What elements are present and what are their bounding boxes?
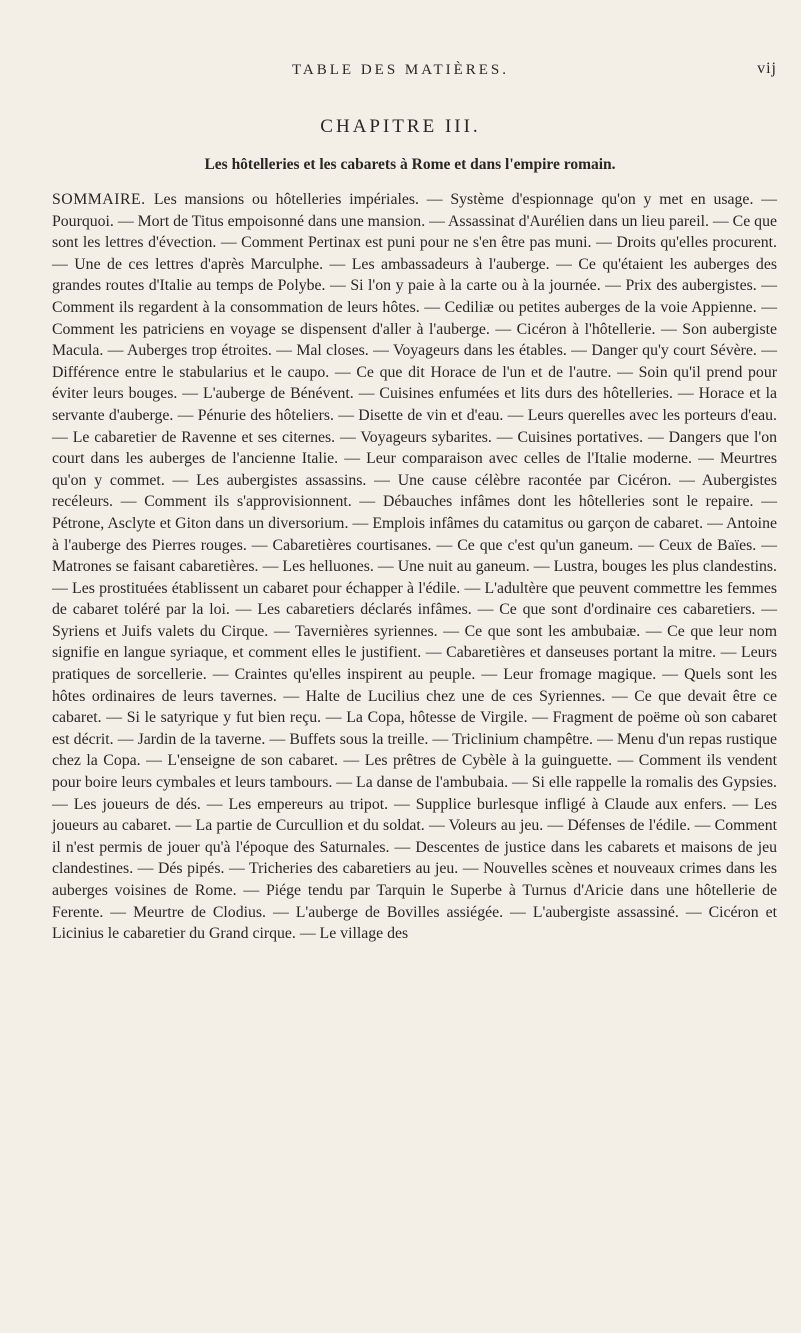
running-head: TABLE DES MATIÈRES. [291, 62, 510, 78]
page-number: vij [757, 60, 777, 77]
chapter-summary [52, 189, 777, 945]
chapter-heading: CHAPITRE III. [320, 116, 481, 137]
summary-text: Les mansions ou hôtelleries impériales. — Système d'espionnage qu'on y met en usage. — Pourquoi. — Mort de Titus empoisonné dans une mansion. — Assassinat d'Aurélien dans un lieu pareil. — Ce que sont les lettres d'évection. — Comment Pertinax est puni pour ne s'en être pas muni. — Droits qu'elles procurent. — Une de ces lettres d'après Marculphe. — Les ambassadeurs à l'auberge. — Ce qu'étaient les auberges des grandes routes d'Italie au temps de Polybe. — Si l'on y paie à la carte ou à la journée. — Prix des aubergistes. — Comment ils regardent à la consommation de leurs hôtes. — Cediliæ ou petites auberges de la voie Appienne. — Comment les patriciens en voyage se dispensent d'aller à l'auberge. — Cicéron à l'hôtellerie. — Son aubergiste Macula. — Auberges trop étroites. — Mal closes. — Voyageurs dans les étables. — Danger qu'y court Sévère. — Différence entre le stabularius et le caupo. — Ce que dit Horace de l'un et de l'autre. — Soin qu'il prend pour éviter leurs bouges. — L'auberge de Bénévent. — Cuisines enfumées et lits durs des hôtelleries. — Horace et la servante d'auberge. — Pénurie des hôteliers. — Disette de vin et d'eau. — Leurs querelles avec les porteurs d'eau. — Le cabaretier de Ravenne et ses citernes. — Voyageurs sybarites. — Cuisines portatives. — Dangers que l'on court dans les auberges de l'ancienne Italie. — Leur comparaison avec celles de l'Italie moderne. — Meurtres qu'on y commet. — Les aubergistes assassins. — Une cause célèbre racontée par Cicéron. — Aubergistes recéleurs. — Comment ils s'approvisionnent. — Débauches infâmes dont les hôtelleries sont le repaire. — Pétrone, Asclyte et Giton dans un diversorium. — Emplois infâmes du catamitus ou garçon de cabaret. — Antoine à l'auberge des Pierres rouges. — Cabaretières courtisanes. — Ce que c'est qu'un ganeum. — Ceux de Baïes. — Matrones se faisant cabaretières. — Les helluones. — Une nuit au ganeum. — Lustra, bouges les plus clandestins. — Les prostituées établissent un cabaret pour échapper à l'édile. — L'adultère que peuvent commettre les femmes de cabaret toléré par la loi. — Les cabaretiers déclarés infâmes. — Ce que sont d'ordinaire ces cabaretiers. — Syriens et Juifs valets du Cirque. — Tavernières syriennes. — Ce que sont les ambubaiæ. — Ce que leur nom signifie en langue syriaque, et comment elles le justifient. — Cabaretières et danseuses portant la mitre. — Leurs pratiques de sorcellerie. — Craintes qu'elles inspirent au peuple. — Leur fromage magique. — Quels sont les hôtes ordinaires de leurs tavernes. — Halte de Lucilius chez une de ces Syriennes. — Ce que devait être ce cabaret. — Si le satyrique y fut bien reçu. — La Copa, hôtesse de Virgile. — Fragment de poëme où son cabaret est décrit. — Jardin de la taverne. — Buffets sous la treille. — Triclinium champêtre. — Menu d'un repas rustique chez la Copa. — L'enseigne de son cabaret. — Les prêtres de Cybèle à la guinguette. — Comment ils vendent pour boire leurs cymbales et leurs tambours. — La danse de l'ambubaia. — Si elle rappelle la romalis des Gypsies. — Les joueurs de dés. — Les empereurs au tripot. — Supplice burlesque infligé à Claude aux enfers. — Les joueurs au cabaret. — La partie de Curcullion et du soldat. — Voleurs au jeu. — Défenses de l'édile. — Comment il n'est permis de jouer qu'à l'époque des Saturnales. — Descentes de justice dans les cabarets et maisons de jeu clandestines. — Dés pipés. — Tricheries des cabaretiers au jeu. — Nouvelles scènes et nouveaux crimes dans les auberges voisines de Rome. — Piége tendu par Tarquin le Superbe à Turnus d'Aricie dans une hôtellerie de Ferente. — Meurtre de Clodius. — L'auberge de Bovilles assiégée. — L'aubergiste assassiné. — Cicéron et Licinius le cabaretier du Grand cirque. — Le village des [52, 191, 777, 943]
chapter-title: Les hôtelleries et les cabarets à Rome et dans l'empire romain. [204, 156, 616, 173]
summary-lead: SOMMAIRE. [52, 191, 154, 208]
